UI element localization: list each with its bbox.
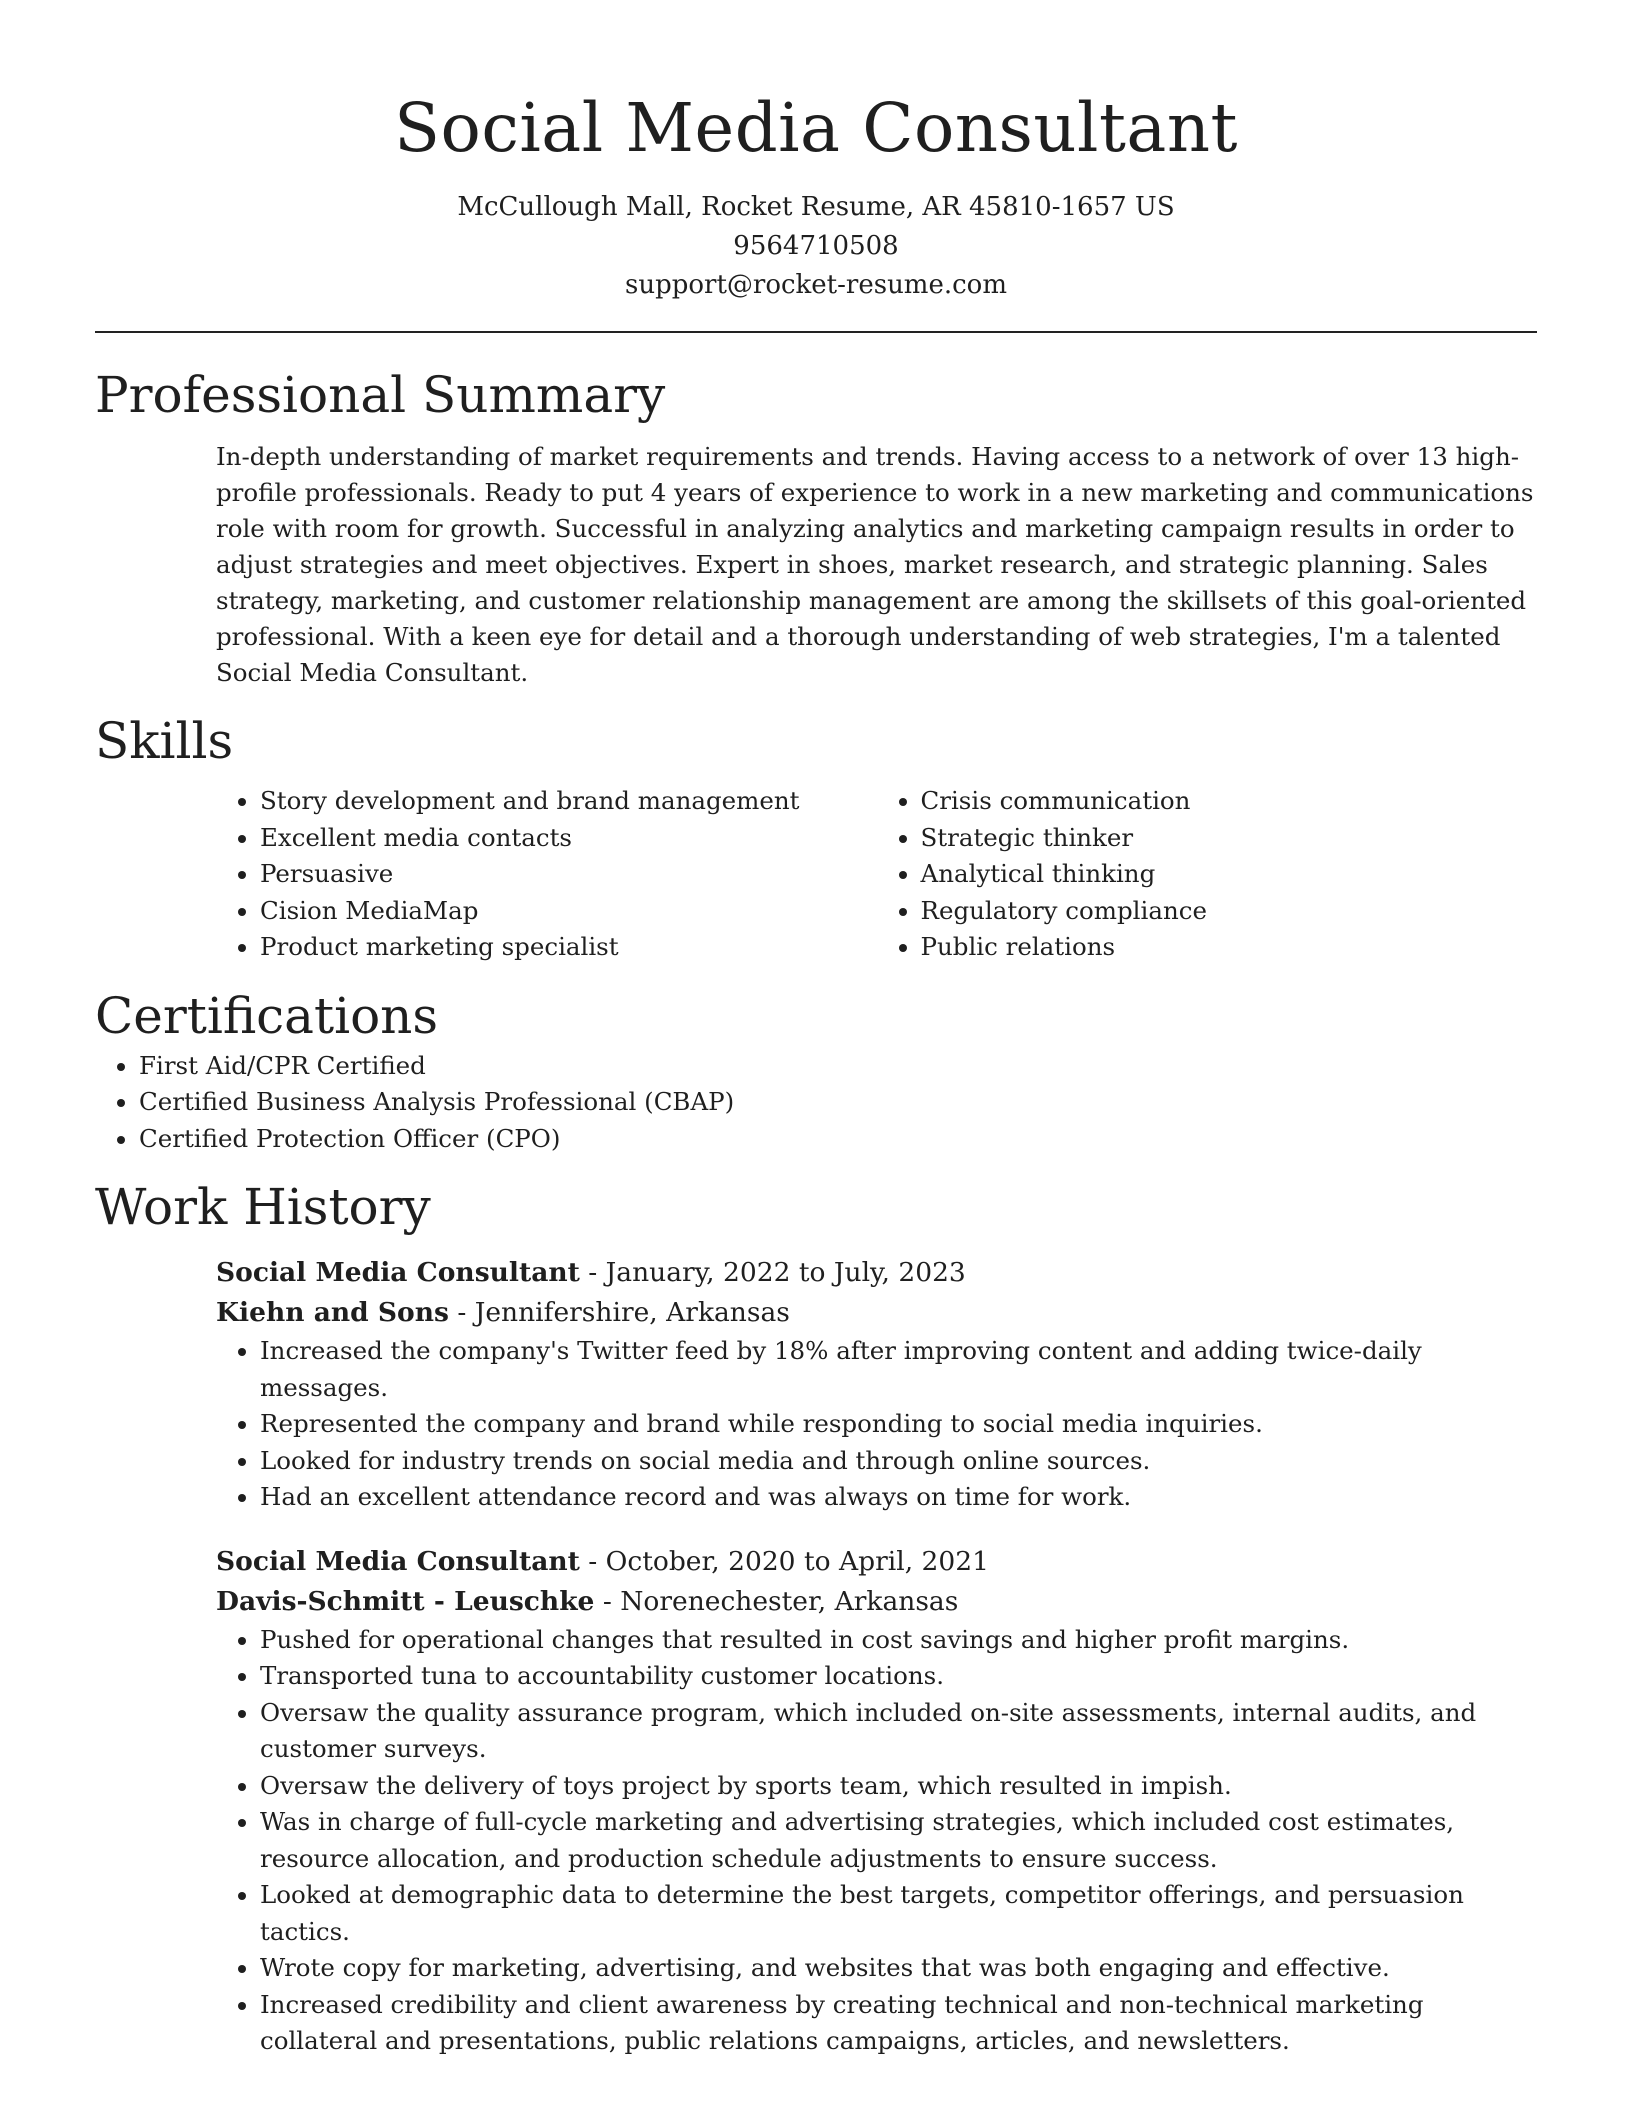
- header-divider: [95, 331, 1537, 333]
- job-bullet: • Transported tuna to accountability customer locations.: [260, 1658, 1537, 1695]
- skill-item: • Public relations: [921, 929, 1538, 966]
- job-company: Davis-Schmitt - Leuschke: [216, 1585, 595, 1617]
- job-role: Social Media Consultant: [216, 1545, 580, 1577]
- skill-item: • Crisis communication: [921, 783, 1538, 820]
- job-entry: [216, 1253, 1537, 1516]
- job-bullet: • Represented the company and brand while responding to social media inquiries.: [260, 1406, 1537, 1443]
- job-company-line: [216, 1293, 1537, 1333]
- contact-address: McCullough Mall, Rocket Resume, AR 45810-1657 US: [457, 192, 1175, 222]
- skill-item: • Excellent media contacts: [260, 820, 877, 857]
- resume-header: [95, 86, 1537, 305]
- job-location: - Norenechester, Arkansas: [594, 1585, 959, 1617]
- job-dates: - October, 2020 to April, 2021: [579, 1545, 989, 1577]
- skill-item: • Cision MediaMap: [260, 893, 877, 930]
- skills-columns: [216, 783, 1537, 966]
- job-role-line: [216, 1253, 1537, 1293]
- job-bullets: [216, 1333, 1537, 1516]
- job-dates: - January, 2022 to July, 2023: [579, 1257, 966, 1288]
- job-bullet: • Looked for industry trends on social media and through online sources.: [260, 1443, 1537, 1480]
- job-company-line: [216, 1582, 1537, 1622]
- certification-item: • First Aid/CPR Certified: [139, 1048, 1537, 1085]
- skill-item: • Persuasive: [260, 856, 877, 893]
- job-bullets: [216, 1622, 1537, 2060]
- job-location: - Jennifershire, Arkansas: [448, 1297, 790, 1328]
- job-role: Social Media Consultant: [216, 1257, 580, 1288]
- certification-item: • Certified Business Analysis Professional (CBAP): [139, 1084, 1537, 1121]
- job-bullet: • Looked at demographic data to determine the best targets, competitor offerings, and persuasion tactics.: [260, 1877, 1537, 1950]
- contact-phone: 9564710508: [733, 231, 899, 261]
- job-bullet: • Pushed for operational changes that resulted in cost savings and higher profit margins.: [260, 1622, 1537, 1659]
- candidate-title: Social Media Consultant: [394, 89, 1238, 167]
- job-bullet: • Was in charge of full-cycle marketing and advertising strategies, which included cost estimates, resource allocation, and production schedule adjustments to ensure success.: [260, 1804, 1537, 1877]
- job-bullet: • Oversaw the quality assurance program, which included on-site assessments, internal audits, and customer surveys.: [260, 1695, 1537, 1768]
- job-bullet: • Oversaw the delivery of toys project by sports team, which resulted in impish.: [260, 1768, 1537, 1805]
- skills-list-left: [216, 783, 877, 966]
- skill-item: • Regulatory compliance: [921, 893, 1538, 930]
- job-entry: [216, 1542, 1537, 2060]
- skill-item: • Story development and brand management: [260, 783, 877, 820]
- skill-item: • Strategic thinker: [921, 820, 1538, 857]
- skill-item: • Analytical thinking: [921, 856, 1538, 893]
- job-role-line: [216, 1542, 1537, 1582]
- job-company: Kiehn and Sons: [216, 1297, 449, 1328]
- job-bullet: • Increased credibility and client awareness by creating technical and non-technical marketing collateral and presentations, public relations campaigns, articles, and newsletters.: [260, 1987, 1537, 2060]
- job-bullet: • Had an excellent attendance record and was always on time for work.: [260, 1479, 1537, 1516]
- contact-block: [95, 188, 1537, 305]
- skills-heading: Skills: [95, 712, 234, 770]
- skills-section: [95, 709, 1537, 966]
- work-history-heading: Work History: [95, 1178, 431, 1236]
- summary-heading: Professional Summary: [95, 366, 666, 424]
- work-history-section: [95, 1175, 1537, 2060]
- skills-list-right: [877, 783, 1538, 966]
- job-bullet: • Increased the company's Twitter feed by 18% after improving content and adding twice-daily messages.: [260, 1333, 1537, 1406]
- certifications-heading: Certifications: [95, 986, 439, 1045]
- certifications-section: [95, 984, 1537, 1158]
- certifications-list: [95, 1048, 1537, 1158]
- certification-item: • Certified Protection Officer (CPO): [139, 1121, 1537, 1158]
- contact-email: support@rocket-resume.com: [624, 270, 1007, 300]
- job-bullet: • Wrote copy for marketing, advertising, and websites that was both engaging and effective.: [260, 1950, 1537, 1987]
- skill-item: • Product marketing specialist: [260, 929, 877, 966]
- summary-text: In-depth understanding of market requirements and trends. Having access to a network of over 13 high-profile professionals. Ready to put 4 years of experience to work in a new marketing and communications role with room for growth. Successful in analyzing analytics and marketing campaign results in order to adjust strategies and meet objectives. Expert in shoes, market research, and strategic planning. Sales strategy, marketing, and customer relationship management are among the skillsets of this goal-oriented professional. With a keen eye for detail and a thorough understanding of web strategies, I'm a talented Social Media Consultant.: [216, 442, 1534, 687]
